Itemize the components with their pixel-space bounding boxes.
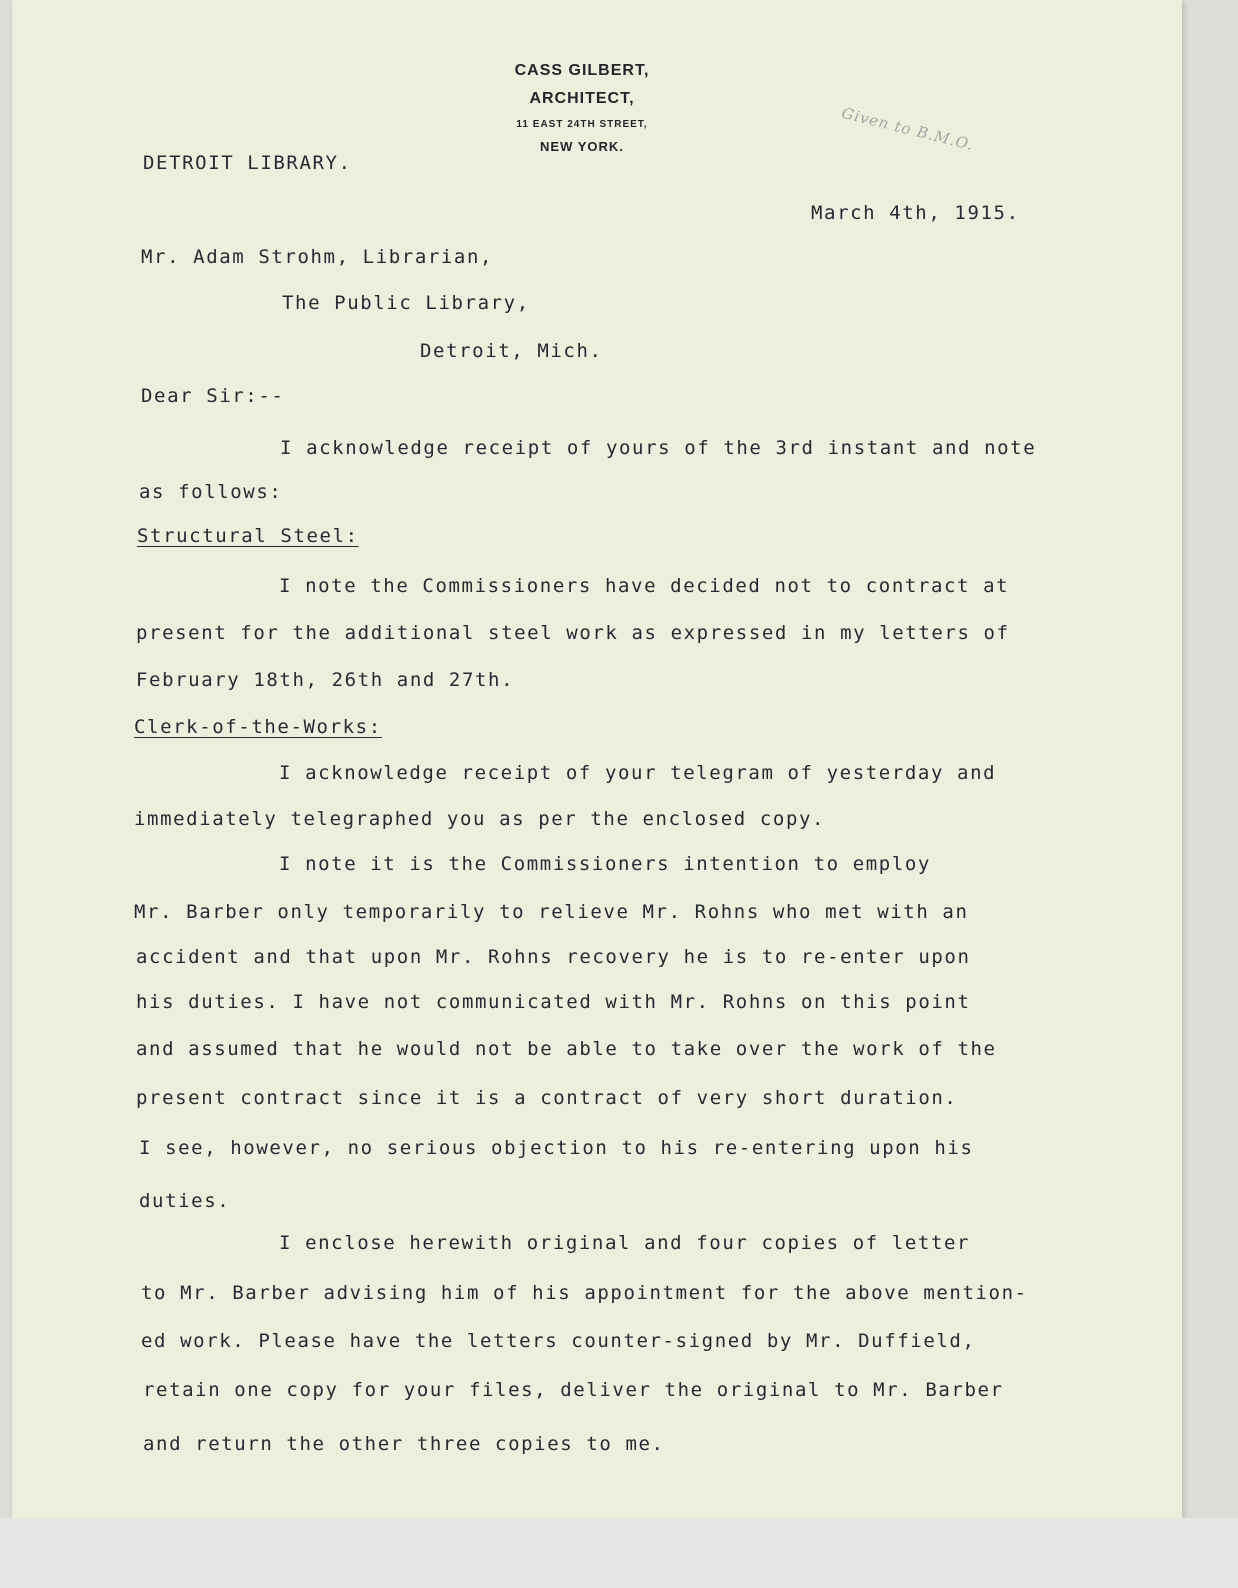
body-line: February 18th, 26th and 27th. (136, 669, 515, 691)
letterhead-street: 11 EAST 24TH STREET, (516, 119, 648, 130)
section-heading-clerk: Clerk-of-the-Works: (134, 716, 382, 738)
body-line: retain one copy for your files, deliver the original to Mr. Barber (143, 1379, 1004, 1401)
letterhead-title: ARCHITECT, (529, 90, 635, 107)
section-heading-steel: Structural Steel: (137, 525, 359, 547)
body-line: present contract since it is a contract of very short duration. (136, 1087, 958, 1109)
body-line: ed work. Please have the letters counter-signed by Mr. Duffield, (141, 1330, 976, 1352)
body-line: present for the additional steel work as expressed in my letters of (136, 622, 1010, 644)
body-line: I acknowledge receipt of your telegram of yesterday and (279, 762, 997, 784)
body-line: as follows: (139, 481, 283, 503)
body-line: duties. (139, 1190, 231, 1212)
body-line: accident and that upon Mr. Rohns recovery he is to re-enter upon (136, 946, 971, 968)
body-line: I note the Commissioners have decided not to contract at (279, 575, 1010, 597)
letter-page (12, 0, 1182, 1518)
salutation: Dear Sir:-- (141, 385, 285, 407)
letter-date: March 4th, 1915. (811, 202, 1020, 224)
file-reference: DETROIT LIBRARY. (143, 152, 352, 174)
body-line: and return the other three copies to me. (143, 1433, 665, 1455)
body-line: and assumed that he would not be able to take over the work of the (136, 1038, 997, 1060)
body-line: to Mr. Barber advising him of his appointment for the above mention- (141, 1282, 1028, 1304)
body-line: I acknowledge receipt of yours of the 3rd instant and note (280, 437, 1037, 459)
body-line: I see, however, no serious objection to his re-entering upon his (139, 1137, 974, 1159)
body-line: his duties. I have not communicated with Mr. Rohns on this point (136, 991, 971, 1013)
addressee-line-1: Mr. Adam Strohm, Librarian, (141, 246, 494, 268)
handwritten-mark: Given to B.M.O. (839, 103, 976, 155)
letterhead-city: NEW YORK. (540, 139, 624, 154)
body-line: I note it is the Commissioners intention to employ (279, 853, 931, 875)
body-line: immediately telegraphed you as per the enclosed copy. (134, 808, 826, 830)
letterhead-name: CASS GILBERT, (514, 62, 650, 79)
addressee-line-3: Detroit, Mich. (420, 340, 603, 362)
addressee-line-2: The Public Library, (282, 292, 530, 314)
body-line: Mr. Barber only temporarily to relieve Mr. Rohns who met with an (134, 901, 969, 923)
body-line: I enclose herewith original and four copies of letter (279, 1232, 971, 1254)
scan-background (0, 1518, 1238, 1588)
